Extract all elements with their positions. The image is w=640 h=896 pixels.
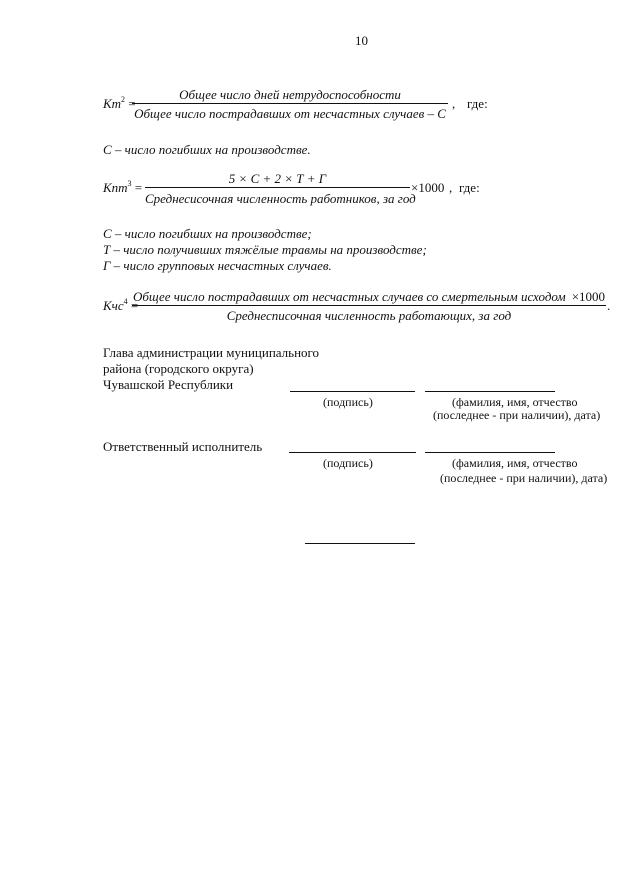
executor-signature-caption: (подпись) xyxy=(323,456,373,470)
kt-trail: , xyxy=(452,96,456,111)
kt-numerator: Общее число дней нетрудоспособности xyxy=(132,87,448,104)
kt-where: где: xyxy=(467,96,488,111)
head-title-line-2: района (городского округа) xyxy=(103,361,254,376)
head-signature-caption: (подпись) xyxy=(323,395,373,409)
head-name-line xyxy=(425,391,555,392)
head-name-caption-1: (фамилия, имя, отчество xyxy=(452,395,578,409)
definition-t: Т – число получивших тяжёлые травмы на производстве; xyxy=(103,242,427,257)
kt-equals: = xyxy=(128,96,136,111)
knt-trail: , xyxy=(449,180,453,195)
knt-lhs xyxy=(103,180,142,196)
kchs-denominator: Среднесписочная численность работающих, за год xyxy=(226,308,512,323)
head-title-line-3: Чувашской Республики xyxy=(103,377,234,392)
executor-title: Ответственный исполнитель xyxy=(103,439,263,454)
kchs-fraction xyxy=(132,289,606,324)
page-number: 10 xyxy=(355,33,368,48)
knt-denominator: Среднесисочная численность работников, за год xyxy=(145,191,416,206)
closing-separator xyxy=(305,543,415,544)
kchs-numerator xyxy=(132,289,606,306)
knt-symbol: Кпт xyxy=(103,180,128,195)
knt-numerator: 5 × С + 2 × Т + Г xyxy=(145,171,410,188)
executor-name-caption-2: (последнее - при наличии), дата) xyxy=(440,471,608,485)
knt-multiplier: ×1000 xyxy=(411,180,445,195)
kchs-equals: = xyxy=(130,298,139,313)
kchs-numerator-text: Общее число пострадавших от несчастных случаев со смертельным исходом xyxy=(132,289,566,304)
kt-denominator: Общее число пострадавших от несчастных случаев – С xyxy=(134,106,446,121)
kchs-trail: . xyxy=(607,298,611,313)
head-name-caption-2: (последнее - при наличии), дата) xyxy=(433,408,601,422)
knt-fraction xyxy=(145,171,416,207)
note-c: С – число погибших на производстве. xyxy=(103,142,311,157)
kt-lhs xyxy=(103,96,136,112)
executor-signature-line xyxy=(289,452,416,453)
executor-name-caption-1: (фамилия, имя, отчество xyxy=(452,456,578,470)
kt-symbol: Кт xyxy=(103,96,122,111)
knt-where: где: xyxy=(459,180,480,195)
knt-superscript: 3 xyxy=(127,179,132,188)
definition-g: Г – число групповых несчастных случаев. xyxy=(103,258,332,273)
kchs-symbol: Кчс xyxy=(103,298,124,313)
definition-c: С – число погибших на производстве; xyxy=(103,226,312,241)
kchs-superscript: 4 xyxy=(123,297,128,306)
kchs-multiplier: ×1000 xyxy=(571,289,606,304)
head-signature-line xyxy=(290,391,415,392)
head-title-line-1: Глава администрации муниципального xyxy=(103,345,320,360)
kt-fraction xyxy=(132,87,448,122)
knt-equals: = xyxy=(134,180,143,195)
executor-name-line xyxy=(425,452,555,453)
kt-superscript: 2 xyxy=(121,95,126,104)
